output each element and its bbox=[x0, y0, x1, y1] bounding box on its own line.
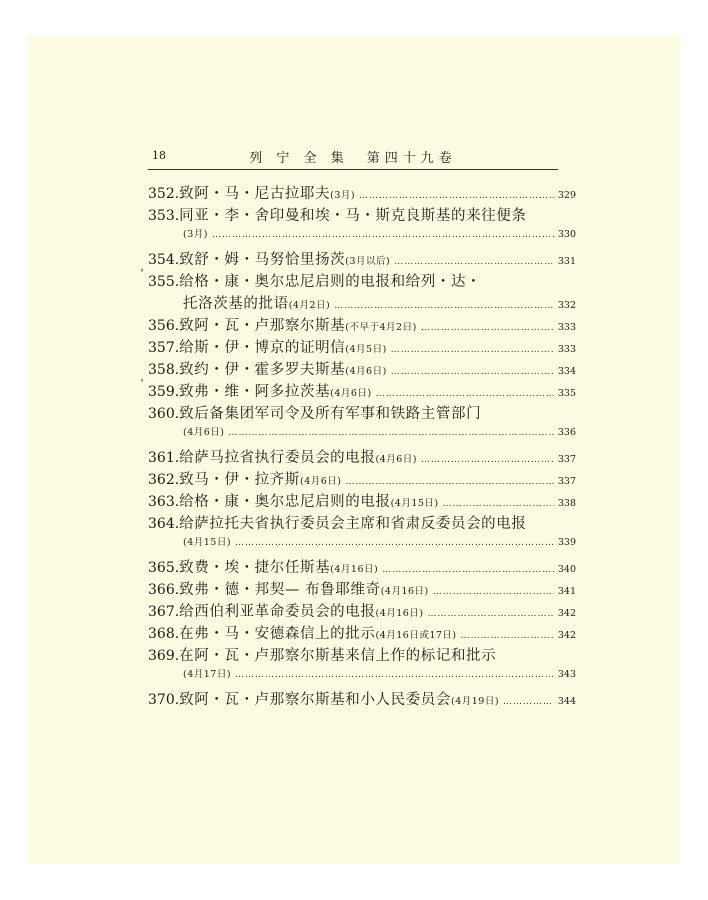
toc-entry-title: 给萨拉托夫省执行委员会主席和省肃反委员会的电报 bbox=[179, 516, 527, 532]
toc-entry-title: 托洛茨基的批语 bbox=[183, 296, 289, 312]
dot-leader bbox=[394, 257, 554, 267]
toc-entry-page: 340 bbox=[557, 564, 576, 575]
toc-entry-title: 在弗・马・安德森信上的批示 bbox=[179, 626, 376, 642]
toc-entry bbox=[148, 248, 576, 270]
dot-leader bbox=[391, 345, 554, 355]
toc-entry-title: 同亚・李・舍印曼和埃・马・斯克良斯基的来往便条 bbox=[179, 208, 527, 224]
toc-entry-number: 353. bbox=[148, 208, 180, 224]
toc-entry-title: 给斯・伊・博京的证明信 bbox=[179, 340, 346, 356]
toc-entry-number: 354. bbox=[148, 252, 180, 268]
toc-entry-page: 335 bbox=[557, 388, 576, 399]
toc-entry-date: (不早于4月2日) bbox=[345, 322, 417, 333]
toc-entry bbox=[148, 182, 576, 204]
toc-entry-page: 330 bbox=[557, 229, 576, 240]
toc-entry-title: 致阿・马・尼古拉耶夫 bbox=[179, 186, 331, 202]
toc-entry bbox=[148, 512, 576, 556]
toc-entry-date: (4月2日) bbox=[288, 300, 331, 311]
dot-leader bbox=[212, 230, 554, 240]
toc-entry-date: (4月15日) bbox=[183, 537, 232, 548]
toc-entry bbox=[148, 358, 576, 380]
dot-leader bbox=[391, 367, 554, 377]
toc-entry-page: 341 bbox=[557, 586, 576, 597]
toc-entry-date: (4月6日) bbox=[330, 388, 372, 399]
toc-entry-page: 336 bbox=[557, 427, 576, 438]
toc-entry-number: 352. bbox=[148, 186, 180, 202]
toc-entry-title: 致后备集团军司令及所有军事和铁路主管部门 bbox=[179, 406, 482, 422]
toc-entry bbox=[148, 688, 576, 710]
dot-leader bbox=[235, 670, 554, 680]
toc-entry-title: 致阿・瓦・卢那察尔斯基和小人民委员会 bbox=[179, 692, 451, 708]
toc-entry bbox=[148, 622, 576, 644]
toc-entry-number: 366. bbox=[148, 582, 180, 598]
toc-entry-title: 给格・康・奥尔忠尼启则的电报 bbox=[179, 494, 391, 510]
toc-entry-date: (4月6日) bbox=[375, 454, 417, 465]
dot-leader bbox=[503, 697, 554, 707]
toc-entry-page: 337 bbox=[557, 454, 576, 465]
toc-entry-date: (4月6日) bbox=[299, 476, 342, 487]
toc-entry-date: (4月16日) bbox=[330, 564, 379, 575]
toc-entry-page: 331 bbox=[557, 256, 576, 267]
toc-entry-page: 338 bbox=[557, 498, 576, 509]
toc-entry-title: 致阿・瓦・卢那察尔斯基 bbox=[179, 318, 346, 334]
annotation-mark: ° bbox=[140, 378, 144, 387]
toc-entry-number: 368. bbox=[148, 626, 180, 642]
toc-entry-number: 359. bbox=[148, 384, 180, 400]
dot-leader bbox=[382, 565, 554, 575]
toc-entry-date: (4月5日) bbox=[345, 344, 387, 355]
toc-entry bbox=[148, 314, 576, 336]
toc-entry bbox=[148, 556, 576, 578]
toc-entry-date: (4月15日) bbox=[390, 498, 439, 509]
toc-entry-date: (3月) bbox=[183, 229, 208, 240]
dot-leader bbox=[346, 477, 554, 487]
toc-entry-title: 致弗・德・邦契— 布鲁耶维奇 bbox=[179, 582, 381, 598]
toc-entry-date: (4月6日) bbox=[345, 366, 387, 377]
dot-leader bbox=[428, 609, 554, 619]
toc-entry bbox=[148, 468, 576, 490]
toc-entry-page: 343 bbox=[557, 669, 576, 680]
toc-entry-number: 367. bbox=[148, 604, 180, 620]
toc-entry bbox=[148, 402, 576, 446]
toc-entry-number: 369. bbox=[148, 648, 180, 664]
toc-entry-page: 339 bbox=[557, 537, 576, 548]
dot-leader bbox=[461, 631, 554, 641]
toc-entry bbox=[148, 490, 576, 512]
toc-entry bbox=[148, 446, 576, 468]
toc-entry-number: 356. bbox=[148, 318, 180, 334]
toc-entry-number: 360. bbox=[148, 406, 180, 422]
toc-entry-number: 361. bbox=[148, 450, 180, 466]
dot-leader bbox=[421, 455, 554, 465]
toc-entry-page: 342 bbox=[557, 630, 576, 641]
dot-leader bbox=[433, 587, 554, 597]
toc-entry-date: (4月6日) bbox=[183, 427, 225, 438]
toc-entry-number: 365. bbox=[148, 560, 180, 576]
toc-entry-date: (4月16日) bbox=[380, 586, 429, 597]
toc-entry-title: 致弗・维・阿多拉茨基 bbox=[179, 384, 331, 400]
toc-entry-number: 370. bbox=[148, 692, 180, 708]
toc-entry bbox=[148, 578, 576, 600]
toc-entry-title: 致舒・姆・马努恰里扬茨 bbox=[179, 252, 346, 268]
dot-leader bbox=[359, 191, 554, 201]
toc-entry-page: 333 bbox=[557, 344, 576, 355]
toc-entry-date: (4月16日或17日) bbox=[375, 630, 457, 641]
toc-entry-title: 在阿・瓦・卢那察尔斯基来信上作的标记和批示 bbox=[179, 648, 497, 664]
toc-entry-date: (3月) bbox=[330, 190, 356, 201]
running-title: 列 宁 全 集 第四十九卷 bbox=[249, 151, 457, 166]
toc-entry-title: 给西伯利亚革命委员会的电报 bbox=[179, 604, 376, 620]
toc-entry bbox=[148, 644, 576, 688]
toc-entry-date: (4月19日) bbox=[450, 696, 500, 707]
toc-entry-number: 364. bbox=[148, 516, 180, 532]
toc-entry-page: 334 bbox=[557, 366, 576, 377]
dot-leader bbox=[235, 538, 554, 548]
dot-leader bbox=[229, 428, 554, 438]
toc-entry bbox=[148, 336, 576, 358]
table-of-contents bbox=[140, 182, 576, 710]
dot-leader bbox=[443, 499, 554, 509]
annotation-mark: ° bbox=[140, 268, 144, 277]
toc-entry-page: 332 bbox=[557, 300, 576, 311]
toc-entry-number: 358. bbox=[148, 362, 180, 378]
toc-entry-page: 337 bbox=[557, 476, 576, 487]
toc-entry bbox=[140, 378, 576, 402]
toc-entry bbox=[148, 600, 576, 622]
toc-entry-number: 355. bbox=[148, 274, 180, 290]
toc-entry-title: 给格・康・奥尔忠尼启则的电报和给列・达・ bbox=[179, 274, 482, 290]
dot-leader bbox=[421, 323, 554, 333]
dot-leader bbox=[334, 301, 554, 311]
toc-entry-number: 357. bbox=[148, 340, 180, 356]
page-header bbox=[148, 145, 558, 170]
toc-entry-page: 333 bbox=[557, 322, 576, 333]
toc-entry bbox=[140, 268, 576, 314]
dot-leader bbox=[376, 389, 554, 399]
toc-entry-title: 致马・伊・拉齐斯 bbox=[179, 472, 300, 488]
page-number: 18 bbox=[152, 149, 166, 162]
toc-entry-title: 致费・埃・捷尔任斯基 bbox=[179, 560, 331, 576]
toc-entry-date: (4月17日) bbox=[183, 669, 232, 680]
toc-entry bbox=[148, 204, 576, 248]
toc-entry-title: 致约・伊・霍多罗夫斯基 bbox=[179, 362, 346, 378]
toc-entry-date: (4月16日) bbox=[375, 608, 424, 619]
toc-entry-number: 362. bbox=[148, 472, 180, 488]
toc-entry-page: 329 bbox=[557, 190, 576, 201]
toc-entry-number: 363. bbox=[148, 494, 180, 510]
toc-entry-date: (3月以后) bbox=[345, 256, 391, 267]
toc-entry-title: 给萨马拉省执行委员会的电报 bbox=[179, 450, 376, 466]
toc-entry-page: 342 bbox=[557, 608, 576, 619]
toc-entry-page: 344 bbox=[557, 696, 576, 707]
